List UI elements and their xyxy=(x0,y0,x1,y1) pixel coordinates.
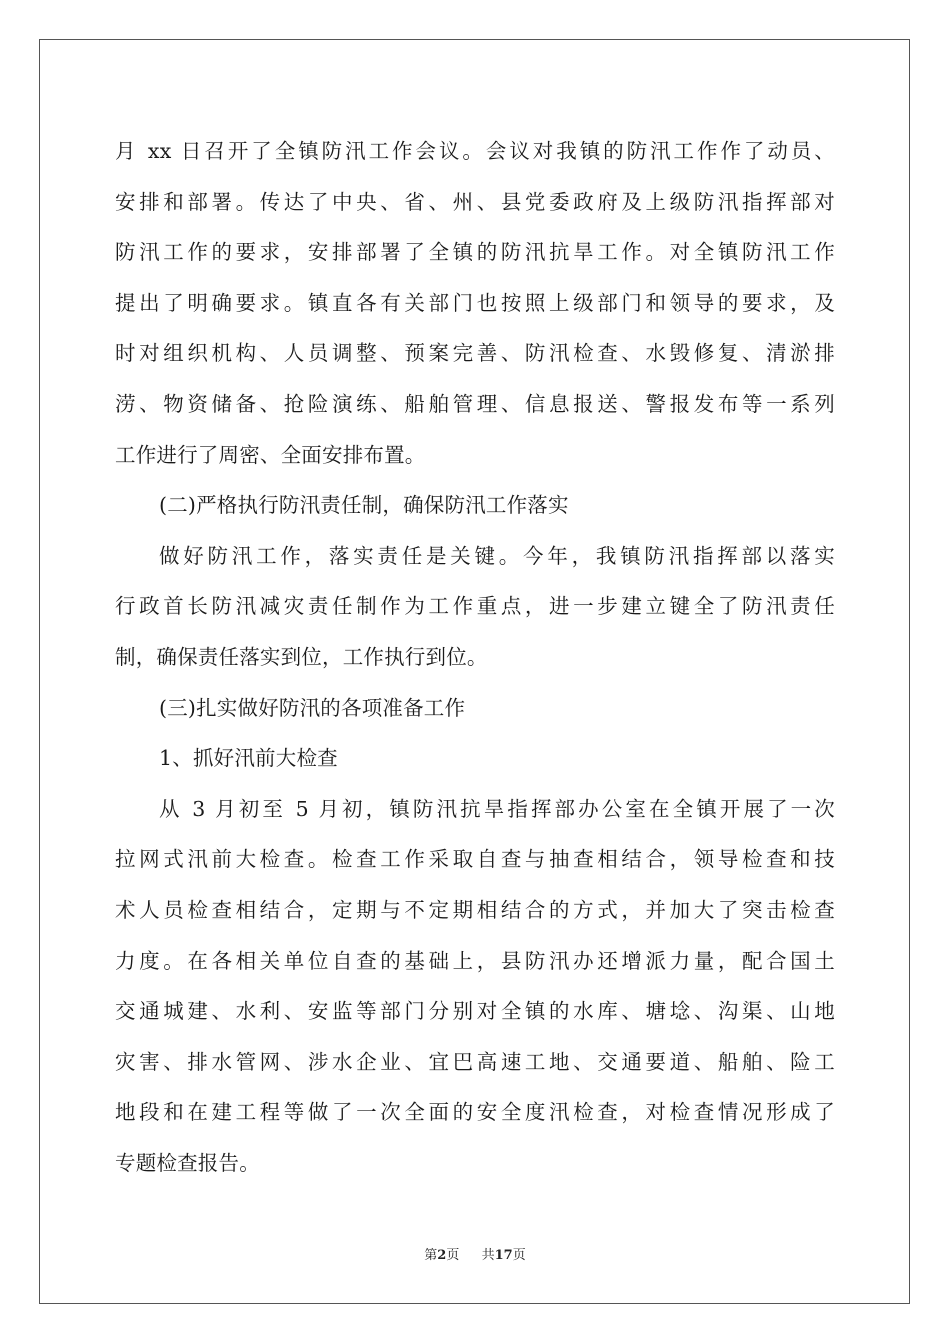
text-line: 行政首长防汛减灾责任制作为工作重点，进一步建立键全了防汛责任 xyxy=(115,594,835,619)
text-line: 力度。在各相关单位自查的基础上，县防汛办还增派力量，配合国土 xyxy=(115,948,835,973)
text-line: 术人员检查相结合，定期与不定期相结合的方式，并加大了突击检查 xyxy=(115,897,835,922)
total-pages: 17 xyxy=(494,1248,513,1263)
text-line: 灾害、排水管网、涉水企业、宜巴高速工地、交通要道、船舶、险工 xyxy=(115,1049,835,1074)
total-prefix: 共 xyxy=(481,1248,495,1263)
text-line: (三)扎实做好防汛的各项准备工作 xyxy=(159,695,466,720)
text-line: 防汛工作的要求，安排部署了全镇的防汛抗旱工作。对全镇防汛工作 xyxy=(115,240,835,265)
text-line: 拉网式汛前大检查。检查工作采取自查与抽查相结合，领导检查和技 xyxy=(115,847,835,872)
text-line: 从 3 月初至 5 月初，镇防汛抗旱指挥部办公室在全镇开展了一次 xyxy=(159,796,835,821)
document-body xyxy=(115,126,835,1188)
text-line: 做好防汛工作，落实责任是关键。今年，我镇防汛指挥部以落实 xyxy=(159,543,835,568)
page-number: 2 xyxy=(437,1248,447,1263)
total-suffix: 页 xyxy=(512,1248,526,1263)
text-line: 安排和部署。传达了中央、省、州、县党委政府及上级防汛指挥部对 xyxy=(115,189,835,214)
text-line: 交通城建、水利、安监等部门分别对全镇的水库、塘埝、沟渠、山地 xyxy=(115,999,835,1024)
paragraph xyxy=(115,531,835,683)
text-line: 地段和在建工程等做了一次全面的安全度汛检查，对检查情况形成了 xyxy=(115,1100,835,1125)
text-line: 时对组织机构、人员调整、预案完善、防汛检查、水毁修复、清淤排 xyxy=(115,341,835,366)
text-line: (二)严格执行防汛责任制，确保防汛工作落实 xyxy=(159,493,569,518)
text-line: 提出了明确要求。镇直各有关部门也按照上级部门和领导的要求，及 xyxy=(115,290,835,315)
subsection-heading xyxy=(115,733,835,784)
page-prefix: 第 xyxy=(424,1248,438,1263)
page-footer xyxy=(0,1244,950,1263)
text-line: 月 xx 日召开了全镇防汛工作会议。会议对我镇的防汛工作作了动员、 xyxy=(115,139,835,163)
paragraph xyxy=(115,126,835,480)
section-heading xyxy=(115,480,835,531)
page-suffix: 页 xyxy=(446,1248,460,1263)
text-line: 1、抓好汛前大检查 xyxy=(159,746,338,771)
text-line: 制，确保责任落实到位，工作执行到位。 xyxy=(115,644,488,669)
section-heading xyxy=(115,683,835,734)
paragraph xyxy=(115,784,835,1189)
text-line: 工作进行了周密、全面安排布置。 xyxy=(115,442,426,467)
text-line: 涝、物资储备、抢险演练、船舶管理、信息报送、警报发布等一系列 xyxy=(115,391,835,416)
text-line: 专题检查报告。 xyxy=(115,1150,260,1175)
